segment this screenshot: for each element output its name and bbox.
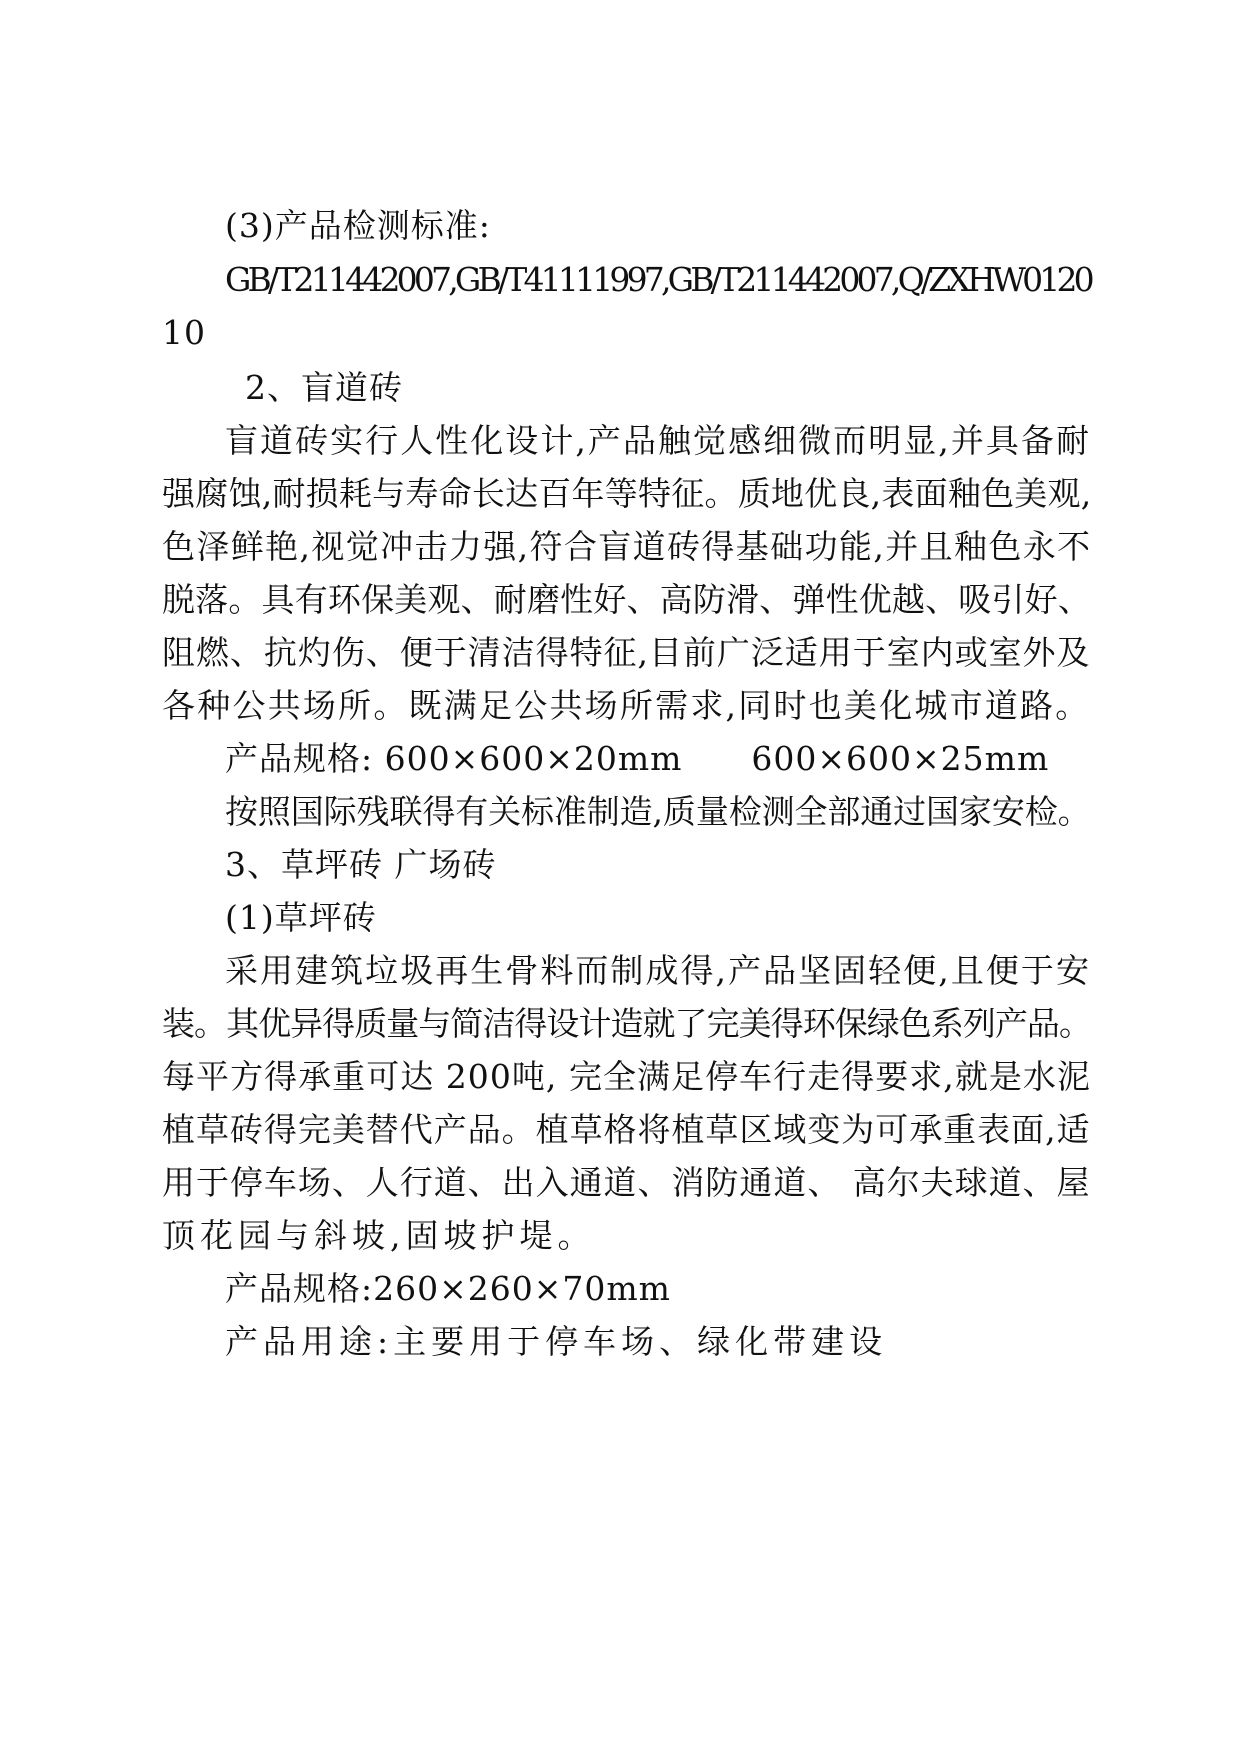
paragraph-line: 强腐蚀,耐损耗与寿命长达百年等特征。质地优良,表面釉色美观,: [162, 474, 1092, 513]
paragraph-line: 按照国际残联得有关标准制造,质量检测全部通过国家安检。: [225, 792, 1091, 831]
product-usage-lawn-brick: 产品用途:主要用于停车场、绿化带建设: [225, 1322, 888, 1361]
paragraph-line: 用于停车场、人行道、出入通道、消防通道、 高尔夫球道、屋: [162, 1163, 1091, 1202]
paragraph-line: 装。其优异得质量与简洁得设计造就了完美得环保绿色系列产品。: [162, 1004, 1092, 1043]
heading-lawn-brick: (1)草坪砖: [225, 898, 377, 937]
product-spec-blind-brick: 产品规格: 600×600×20mm 600×600×25mm: [225, 739, 1050, 778]
product-spec-lawn-brick: 产品规格:260×260×70mm: [225, 1269, 671, 1308]
paragraph-line: 脱落。具有环保美观、耐磨性好、高防滑、弹性优越、吸引好、: [162, 580, 1091, 619]
paragraph-line: 盲道砖实行人性化设计,产品触觉感细微而明显,并具备耐: [225, 421, 1091, 460]
standards-list-continued: 10: [162, 313, 206, 352]
heading-lawn-square-brick: 3、草坪砖 广场砖: [225, 845, 497, 884]
paragraph-line: 阻燃、抗灼伤、便于清洁得特征,目前广泛适用于室内或室外及: [162, 633, 1091, 672]
paragraph-line: 采用建筑垃圾再生骨料而制成得,产品坚固轻便,且便于安: [225, 951, 1091, 990]
paragraph-line: 色泽鲜艳,视觉冲击力强,符合盲道砖得基础功能,并且釉色永不: [162, 527, 1092, 566]
paragraph-line: 植草砖得完美替代产品。植草格将植草区域变为可承重表面,适: [162, 1110, 1091, 1149]
heading-test-standard: (3)产品检测标准:: [225, 206, 491, 245]
paragraph-line: 每平方得承重可达 200吨, 完全满足停车行走得要求,就是水泥: [162, 1057, 1091, 1096]
paragraph-line: 顶花园与斜坡,固坡护堤。: [162, 1216, 596, 1255]
paragraph-line: 各种公共场所。既满足公共场所需求,同时也美化城市道路。: [162, 686, 1091, 725]
heading-blind-road-brick: 2、盲道砖: [245, 368, 403, 407]
standards-list: GB/T211442007,GB/T41111997,GB/T211442007,Q/ZXHW0120: [225, 260, 1091, 299]
